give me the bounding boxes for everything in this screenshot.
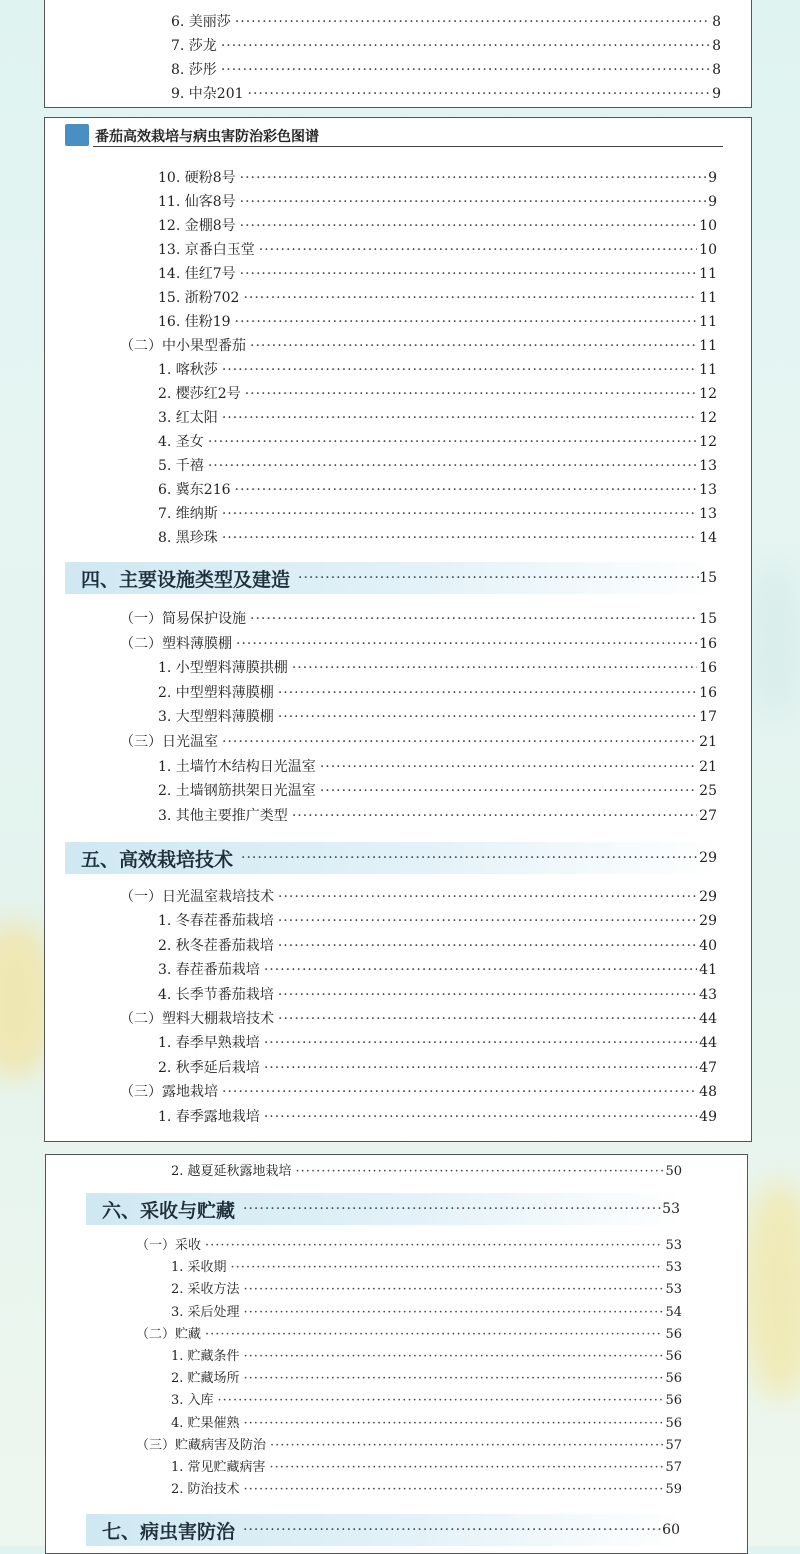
entry-page: 12: [699, 434, 717, 450]
dot-leader: [278, 708, 697, 726]
entry-title: 3. 其他主要推广类型: [158, 807, 288, 824]
entry-page: 59: [665, 1482, 682, 1498]
toc-entry[interactable]: [158, 433, 717, 451]
entry-page: 44: [699, 1035, 717, 1052]
toc-entry[interactable]: [171, 1415, 682, 1433]
entry-title: 6. 美丽莎: [171, 14, 231, 30]
dot-leader: [205, 1326, 663, 1344]
toc-page-main: [44, 117, 752, 1142]
toc-entry[interactable]: [158, 912, 717, 930]
toc-entry[interactable]: [158, 361, 717, 379]
entry-page: 49: [699, 1108, 717, 1125]
dot-leader: [248, 85, 711, 103]
toc-entry[interactable]: [158, 684, 717, 702]
dot-leader: [222, 529, 697, 547]
toc-page-top-fragment: [44, 0, 752, 108]
entry-page: 13: [699, 482, 717, 498]
dot-leader: [264, 1108, 697, 1126]
dot-leader: [236, 635, 697, 653]
entry-title: 1. 常见贮藏病害: [171, 1460, 266, 1475]
entry-page: 56: [665, 1415, 682, 1431]
dot-leader: [244, 1415, 664, 1433]
entry-title: 7. 莎龙: [171, 38, 217, 54]
toc-entry[interactable]: [158, 1059, 717, 1077]
dot-leader: [244, 1370, 664, 1388]
toc-entry[interactable]: [158, 505, 717, 523]
entry-title: 2. 防治技术: [171, 1482, 240, 1498]
entry-title: 1. 春季露地栽培: [158, 1108, 260, 1125]
dot-leader: [250, 337, 697, 355]
toc-section-entry[interactable]: [120, 733, 717, 751]
chapter-title: 四、主要设施类型及建造: [81, 568, 291, 591]
toc-entry[interactable]: [158, 529, 717, 547]
dot-leader: [270, 1437, 663, 1455]
entry-title: 2. 秋冬茬番茄栽培: [158, 937, 274, 954]
entry-title: 3. 春茬番茄栽培: [158, 962, 260, 979]
entry-page: 43: [699, 986, 717, 1003]
entry-page: 44: [699, 1011, 717, 1027]
dot-leader: [222, 409, 697, 427]
dot-leader: [244, 1281, 664, 1299]
entry-title: 1. 冬春茬番茄栽培: [158, 913, 274, 930]
toc-entry[interactable]: [171, 1259, 682, 1277]
header-rule: [93, 146, 723, 147]
chapter-heading-7: [86, 1514, 684, 1546]
entry-page: 11: [699, 290, 717, 306]
entry-title: 9. 中杂201: [171, 86, 244, 102]
entry-page: 10: [699, 218, 717, 234]
dot-leader: [222, 361, 697, 379]
entry-page: 50: [665, 1164, 682, 1179]
dot-leader: [241, 850, 699, 866]
entry-title: 2. 樱莎红2号: [158, 386, 241, 402]
entry-page: 9: [708, 170, 717, 186]
entry-title: 12. 金棚8号: [158, 218, 236, 234]
entry-page: 54: [665, 1304, 682, 1320]
entry-title: （一）简易保护设施: [120, 611, 246, 627]
toc-entry[interactable]: [171, 1459, 682, 1477]
toc-entry[interactable]: [158, 961, 717, 979]
toc-entry[interactable]: [158, 289, 717, 307]
chapter-title: 七、病虫害防治: [102, 1520, 236, 1543]
dot-leader: [245, 385, 697, 403]
toc-entry[interactable]: [158, 659, 717, 677]
entry-title: 1. 春季早熟栽培: [158, 1035, 260, 1052]
entry-page: 10: [699, 242, 717, 258]
toc-section-entry[interactable]: [136, 1437, 682, 1455]
entry-title: 1. 喀秋莎: [158, 362, 218, 378]
toc-entry[interactable]: [171, 37, 721, 55]
entry-title: 16. 佳粉19: [158, 314, 231, 330]
dot-leader: [240, 193, 706, 211]
dot-leader: [244, 1481, 664, 1499]
entry-title: 3. 大型塑料薄膜棚: [158, 709, 274, 726]
entry-page: 13: [699, 506, 717, 522]
toc-entry[interactable]: [158, 1108, 717, 1126]
entry-title: （二）贮藏: [136, 1326, 202, 1342]
entry-title: （三）贮藏病害及防治: [136, 1437, 267, 1453]
dot-leader: [278, 912, 697, 930]
dot-leader: [292, 659, 697, 677]
dot-leader: [278, 1010, 697, 1028]
toc-entry[interactable]: [158, 782, 717, 800]
dot-leader: [240, 265, 698, 283]
toc-entry[interactable]: [158, 986, 717, 1004]
toc-entry[interactable]: [171, 1392, 682, 1410]
dot-leader: [270, 1459, 664, 1477]
entry-page: 56: [665, 1371, 682, 1387]
entry-page: 47: [699, 1059, 717, 1076]
entry-title: （三）日光温室: [120, 734, 218, 750]
dot-leader: [222, 505, 697, 523]
entry-page: 29: [699, 913, 717, 930]
entry-page: 11: [699, 362, 717, 378]
entry-page: 25: [699, 783, 717, 800]
entry-page: 27: [699, 807, 717, 824]
toc-entry[interactable]: [171, 85, 721, 103]
toc-entry[interactable]: [158, 937, 717, 955]
dot-leader: [235, 481, 698, 499]
toc-entry[interactable]: [158, 241, 717, 259]
chapter-page: 53: [662, 1201, 680, 1217]
entry-page: 53: [665, 1238, 682, 1253]
dot-leader: [222, 1083, 697, 1101]
toc-entry[interactable]: [158, 807, 717, 825]
chapter-page: 60: [662, 1522, 680, 1538]
dot-leader: [278, 888, 697, 906]
toc-entry[interactable]: [171, 1370, 682, 1388]
entry-title: 3. 红太阳: [158, 410, 218, 426]
dot-leader: [320, 758, 697, 776]
toc-entry[interactable]: [171, 1281, 682, 1299]
entry-title: 10. 硬粉8号: [158, 170, 236, 186]
chapter-page: 15: [699, 570, 717, 586]
dot-leader: [296, 1163, 664, 1181]
toc-entry[interactable]: [158, 1034, 717, 1052]
dot-leader: [208, 457, 697, 475]
dot-leader: [243, 1522, 662, 1538]
entry-page: 9: [708, 194, 717, 210]
entry-title: 6. 冀东216: [158, 482, 231, 498]
entry-title: 2. 越夏延秋露地栽培: [171, 1164, 292, 1179]
dot-leader: [221, 61, 710, 79]
dot-leader: [244, 1348, 664, 1366]
dot-leader: [264, 961, 697, 979]
dot-leader: [235, 13, 710, 31]
dot-leader: [240, 169, 706, 187]
dot-leader: [243, 1201, 662, 1217]
chapter-heading-6: [86, 1193, 684, 1225]
toc-section-entry[interactable]: [120, 610, 717, 628]
dot-leader: [264, 1034, 697, 1052]
entry-title: 8. 黑珍珠: [158, 530, 218, 546]
toc-section-entry[interactable]: [120, 1083, 717, 1101]
entry-title: （一）日光温室栽培技术: [120, 889, 274, 905]
entry-title: （三）露地栽培: [120, 1084, 218, 1101]
entry-title: 4. 贮果催熟: [171, 1415, 240, 1431]
entry-page: 56: [665, 1393, 682, 1409]
entry-page: 16: [699, 660, 717, 677]
dot-leader: [298, 570, 699, 586]
dot-leader: [278, 684, 697, 702]
entry-page: 9: [712, 86, 721, 102]
entry-page: 8: [712, 14, 721, 30]
entry-title: 2. 采收方法: [171, 1282, 240, 1298]
dot-leader: [235, 313, 698, 331]
toc-section-entry[interactable]: [136, 1326, 682, 1344]
dot-leader: [278, 986, 697, 1004]
entry-title: 2. 贮藏场所: [171, 1371, 240, 1387]
dot-leader: [221, 37, 710, 55]
toc-section-entry[interactable]: [120, 635, 717, 653]
toc-entry[interactable]: [171, 1163, 682, 1181]
entry-page: 11: [699, 314, 717, 330]
entry-page: 16: [699, 635, 717, 652]
background-flower: [740, 1180, 800, 1400]
entry-title: 4. 长季节番茄栽培: [158, 986, 274, 1003]
toc-entry[interactable]: [158, 265, 717, 283]
toc-section-entry[interactable]: [120, 337, 717, 355]
entry-page: 12: [699, 410, 717, 426]
dot-leader: [222, 733, 697, 751]
background-flower: [745, 560, 800, 720]
dot-leader: [259, 241, 697, 259]
toc-entry[interactable]: [171, 1348, 682, 1366]
entry-title: 2. 土墙钢筋拱架日光温室: [158, 783, 316, 800]
toc-section-entry[interactable]: [136, 1237, 682, 1255]
entry-title: 1. 小型塑料薄膜拱棚: [158, 660, 288, 677]
book-header-title: 番茄高效栽培与病虫害防治彩色图谱: [95, 129, 319, 145]
toc-entry[interactable]: [158, 169, 717, 187]
entry-title: 4. 圣女: [158, 434, 204, 450]
toc-entry[interactable]: [158, 385, 717, 403]
toc-entry[interactable]: [158, 708, 717, 726]
toc-section-entry[interactable]: [120, 1010, 717, 1028]
dot-leader: [292, 807, 697, 825]
entry-page: 11: [699, 266, 717, 282]
entry-page: 21: [699, 734, 717, 750]
entry-page: 8: [712, 62, 721, 78]
toc-entry[interactable]: [158, 409, 717, 427]
toc-entry[interactable]: [158, 193, 717, 211]
entry-page: 56: [665, 1326, 682, 1342]
entry-title: （一）采收: [136, 1238, 202, 1253]
entry-title: （二）中小果型番茄: [120, 338, 246, 354]
entry-title: 11. 仙客8号: [158, 194, 236, 210]
entry-page: 53: [665, 1260, 682, 1276]
entry-page: 40: [699, 937, 717, 954]
dot-leader: [218, 1392, 664, 1410]
entry-title: （二）塑料大棚栽培技术: [120, 1011, 274, 1027]
entry-title: 2. 中型塑料薄膜棚: [158, 684, 274, 701]
entry-page: 57: [665, 1460, 682, 1475]
entry-page: 17: [699, 709, 717, 726]
dot-leader: [320, 782, 697, 800]
dot-leader: [240, 217, 698, 235]
entry-title: 14. 佳红7号: [158, 266, 236, 282]
entry-page: 56: [665, 1349, 682, 1364]
entry-title: 15. 浙粉702: [158, 290, 240, 306]
entry-title: 7. 维纳斯: [158, 506, 218, 522]
chapter-title: 五、高效栽培技术: [81, 848, 234, 871]
dot-leader: [205, 1237, 663, 1255]
entry-title: 5. 千禧: [158, 458, 204, 474]
dot-leader: [264, 1059, 697, 1077]
dot-leader: [243, 289, 697, 307]
entry-title: 1. 采收期: [171, 1260, 227, 1276]
toc-entry[interactable]: [158, 758, 717, 776]
entry-title: 13. 京番白玉堂: [158, 242, 255, 258]
toc-entry[interactable]: [171, 1481, 682, 1499]
entry-title: 3. 采后处理: [171, 1304, 240, 1320]
entry-page: 12: [699, 386, 717, 402]
dot-leader: [244, 1304, 664, 1322]
entry-page: 14: [699, 530, 717, 546]
entry-page: 15: [699, 611, 717, 627]
entry-title: 1. 土墙竹木结构日光温室: [158, 758, 316, 775]
dot-leader: [250, 610, 697, 628]
chapter-heading-5: [65, 842, 721, 874]
entry-page: 13: [699, 458, 717, 474]
entry-page: 8: [712, 38, 721, 54]
entry-title: （二）塑料薄膜棚: [120, 635, 232, 652]
entry-page: 53: [665, 1282, 682, 1298]
toc-entry[interactable]: [171, 13, 721, 31]
entry-page: 16: [699, 684, 717, 701]
toc-entry[interactable]: [158, 313, 717, 331]
chapter-title: 六、采收与贮藏: [102, 1199, 236, 1222]
entry-page: 57: [665, 1437, 682, 1453]
toc-entry[interactable]: [171, 61, 721, 79]
toc-entry[interactable]: [158, 217, 717, 235]
entry-page: 11: [699, 338, 717, 354]
book-header-icon: [65, 124, 89, 146]
dot-leader: [231, 1259, 664, 1277]
entry-title: 1. 贮藏条件: [171, 1349, 240, 1364]
entry-page: 29: [699, 889, 717, 905]
toc-entry[interactable]: [158, 481, 717, 499]
chapter-heading-4: [65, 562, 721, 594]
entry-title: 2. 秋季延后栽培: [158, 1059, 260, 1076]
entry-page: 48: [699, 1084, 717, 1101]
toc-entry[interactable]: [171, 1304, 682, 1322]
dot-leader: [208, 433, 697, 451]
entry-page: 41: [699, 962, 717, 979]
toc-page-bottom: [45, 1154, 748, 1554]
entry-page: 21: [699, 758, 717, 775]
entry-title: 8. 莎彤: [171, 62, 217, 78]
toc-section-entry[interactable]: [120, 888, 717, 906]
toc-entry[interactable]: [158, 457, 717, 475]
chapter-page: 29: [699, 850, 717, 866]
entry-title: 3. 入库: [171, 1393, 214, 1409]
dot-leader: [278, 937, 697, 955]
